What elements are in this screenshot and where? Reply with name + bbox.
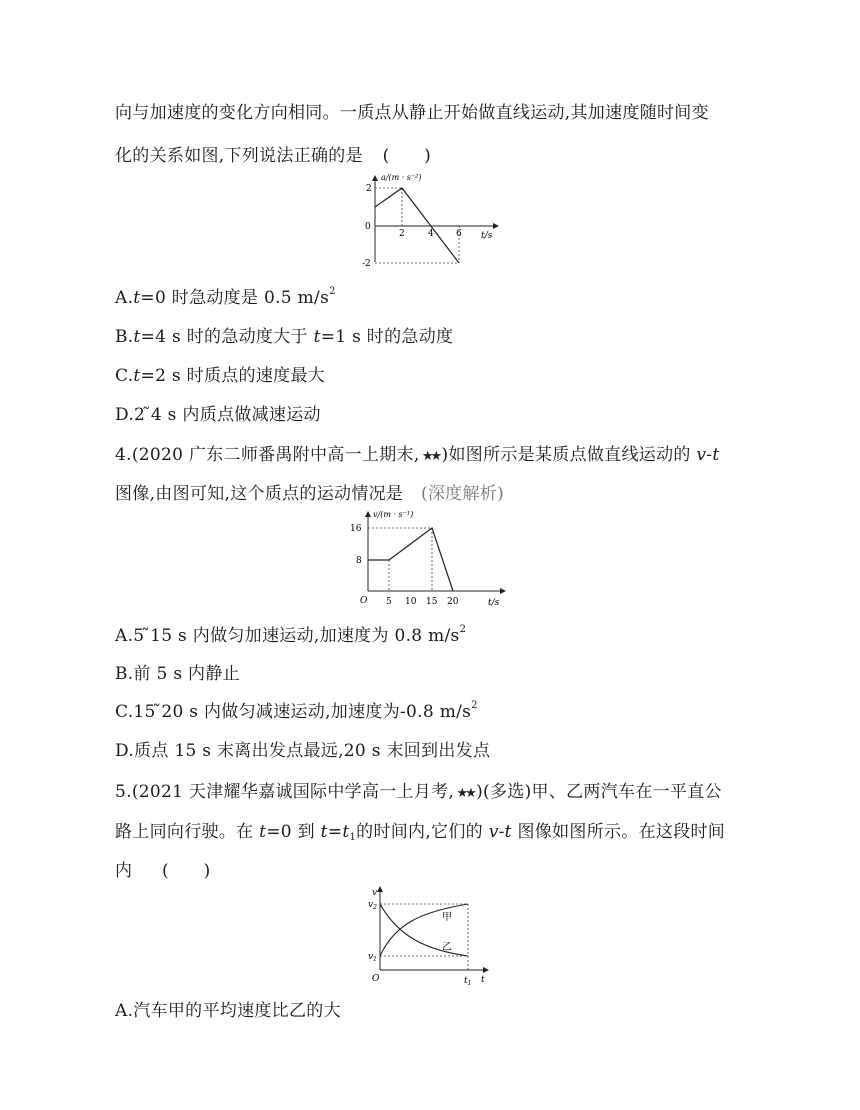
q5-option-a[interactable]: A.汽车甲的平均速度比乙的大 <box>115 1001 341 1021</box>
difficulty-stars-icon: ★★ <box>421 449 440 464</box>
q5-curve-jia <box>380 904 468 956</box>
option-text: C.15 ̃20 s 内做匀减速运动,加速度为-0.8 m/s <box>115 702 472 722</box>
superscript: 2 <box>459 624 467 635</box>
option-label: B. <box>115 327 134 347</box>
q3-option-b[interactable] <box>115 322 453 347</box>
q3-stem-line2 <box>115 141 431 166</box>
option-text: =0 时急动度是 0.5 m/s <box>140 288 330 308</box>
q4-option-a[interactable] <box>115 621 466 646</box>
q5-curve-yi <box>380 904 468 956</box>
text: 路上同向行驶。在 <box>115 822 254 842</box>
var-t: t <box>504 822 512 842</box>
text: 内 <box>115 861 133 881</box>
q5-x-label: t <box>481 975 485 985</box>
var-t: t <box>133 366 141 386</box>
q4-stem-text: )如图所示是某质点做直线运动的 <box>441 445 691 465</box>
q4-stem-line2 <box>115 479 504 504</box>
subscript: 1 <box>349 832 357 843</box>
q5-origin: O <box>372 974 380 984</box>
q3-option-d[interactable]: D.2 ̃4 s 内质点做减速运动 <box>115 405 321 425</box>
q4-option-b[interactable]: B.前 5 s 内静止 <box>115 664 240 684</box>
q3-x-label: t/s <box>481 231 493 241</box>
q4-y-tick-8: 8 <box>356 556 362 566</box>
q3-x-tick-6: 6 <box>456 229 462 239</box>
q3-y-tick-2: 2 <box>366 184 372 194</box>
dash: - <box>706 445 713 465</box>
q3-stem-line1: 向与加速度的变化方向相同。一质点从静止开始做直线运动,其加速度随时间变 <box>115 103 709 123</box>
q4-option-c[interactable] <box>115 697 478 722</box>
q5-t1-label: $t_1$ <box>464 976 472 987</box>
q4-option-d[interactable]: D.质点 15 s 末离出发点最远,20 s 末回到出发点 <box>115 741 491 761</box>
var-v: v <box>488 822 499 842</box>
q4-source: 4.(2020 广东二师番禺附中高一上期末, <box>115 445 420 465</box>
q4-velocity-graph <box>340 508 515 612</box>
q3-option-a[interactable] <box>115 283 336 308</box>
q3-option-c[interactable] <box>115 361 325 386</box>
q5-yi-label: 乙 <box>442 942 452 953</box>
text: = <box>327 822 343 842</box>
q4-y-tick-16: 16 <box>350 524 362 534</box>
var-t: t <box>313 327 321 347</box>
var-t: t <box>133 288 141 308</box>
option-label: A. <box>115 288 134 308</box>
q5-v1-label: $v_1$ <box>368 952 377 963</box>
text: 图像如图所示。在这段时间 <box>517 822 726 842</box>
option-label: C. <box>115 366 134 386</box>
q3-answer-paren: ( ) <box>382 146 432 166</box>
q5-stem-line3 <box>115 856 211 881</box>
q4-x-tick-5: 5 <box>386 597 392 607</box>
var-t: t <box>320 822 328 842</box>
difficulty-stars-icon: ★★ <box>456 786 474 801</box>
q3-origin: 0 <box>365 222 371 232</box>
q5-velocity-graph <box>360 884 495 989</box>
q5-stem-text: )(多选)甲、乙两汽车在一平直公 <box>476 782 722 802</box>
superscript: 2 <box>329 286 336 297</box>
q3-x-tick-2: 2 <box>399 229 405 239</box>
q3-y-label: a/(m · s⁻²) <box>381 173 422 182</box>
var-t: t <box>342 822 350 842</box>
deep-analysis-link[interactable]: (深度解析) <box>420 484 505 504</box>
q5-jia-label: 甲 <box>442 912 452 923</box>
q5-stem-line1 <box>115 777 722 802</box>
text: =0 到 <box>266 822 315 842</box>
option-text: A.5 ̃15 s 内做匀加速运动,加速度为 0.8 m/s <box>115 626 460 646</box>
q4-x-tick-20: 20 <box>447 597 459 607</box>
q3-y-tick-neg2: -2 <box>362 259 371 269</box>
var-t: t <box>133 327 141 347</box>
q5-answer-paren: ( ) <box>162 861 211 881</box>
q5-y-label: v <box>372 888 378 898</box>
option-text: =1 s 时的急动度 <box>320 327 454 347</box>
q3-x-tick-4: 4 <box>428 229 434 239</box>
q4-origin: O <box>360 596 368 606</box>
q3-acceleration-graph <box>360 170 510 270</box>
q4-y-label: v/(m · s⁻¹) <box>373 510 414 519</box>
option-text: =2 s 时质点的速度最大 <box>140 366 326 386</box>
option-text: =4 s 时的急动度大于 <box>140 327 308 347</box>
var-v: v <box>696 445 707 465</box>
q4-stem-line1 <box>115 440 719 465</box>
var-t: t <box>259 822 267 842</box>
q5-v2-label: $v_2$ <box>368 900 377 911</box>
dash: - <box>498 822 505 842</box>
q3-stem-text: 化的关系如图,下列说法正确的是 <box>115 146 363 166</box>
superscript: 2 <box>471 700 478 711</box>
q4-x-tick-10: 10 <box>405 597 417 607</box>
q5-source: 5.(2021 天津耀华嘉诚国际中学高一上月考, <box>115 782 455 802</box>
q4-velocity-line <box>368 528 453 591</box>
text: 的时间内,它们的 <box>356 822 483 842</box>
q4-stem-text: 图像,由图可知,这个质点的运动情况是 <box>115 484 404 504</box>
q5-stem-line2 <box>115 817 725 843</box>
var-t: t <box>712 445 720 465</box>
q4-x-tick-15: 15 <box>426 597 438 607</box>
q4-x-label: t/s <box>488 598 500 608</box>
